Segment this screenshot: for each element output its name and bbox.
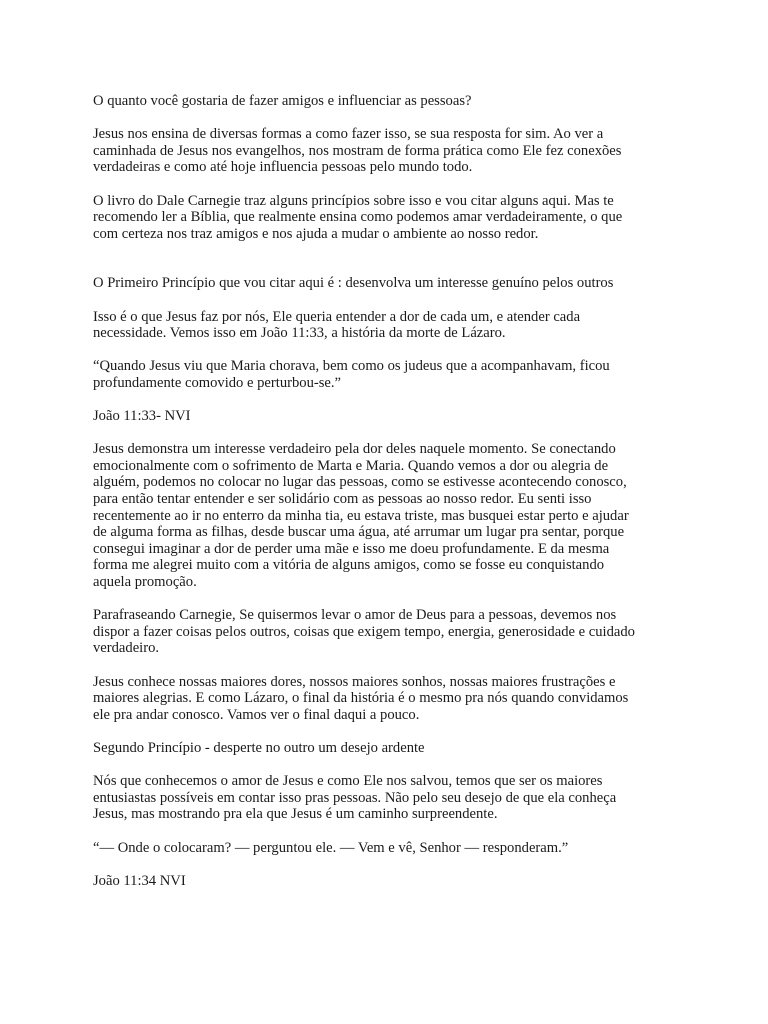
paragraph-jesus-teaches: Jesus nos ensina de diversas formas a como fazer isso, se sua resposta for sim. Ao ver a caminhada de Jesus nos evangelhos, nos mostram de forma prática como Ele fez conexões verdadeiras e como até hoje influencia pessoas pelo mundo todo. [93, 126, 622, 176]
paragraph-genuine-interest: Jesus demonstra um interesse verdadeiro pela dor deles naquele momento. Se conectando emocionalmente com o sofrimento de Marta e Maria. Quando vemos a dor ou alegria de alguém, podemos no colocar no lugar das pessoas, como se estivesse acontecendo conosco, para então tentar entender e ser solidário com as pessoas ao nosso redor. Eu senti isso recentemente ao ir no enterro da minha tia, eu estava triste, mas busquei estar perto e ajudar de alguma forma as filhas, desde buscar uma água, até arrumar um lugar pra sentar, porque consegui imaginar a dor de perder uma mãe e isso me doeu profundamente. E da mesma forma me alegrei muito com a vitória de alguns amigos, como se fosse eu conquistando aquela promoção. [93, 441, 629, 591]
paragraph-enthusiasts: Nós que conhecemos o amor de Jesus e como Ele nos salvou, temos que ser os maiores entusiastas possíveis em contar isso pras pessoas. Não pelo seu desejo de que ela conheça Jesus, mas mostrando pra ela que Jesus é um caminho surpreendente. [93, 773, 617, 823]
paragraph-jesus-does: Isso é o que Jesus faz por nós, Ele queria entender a dor de cada um, e atender cada necessidade. Vemos isso em João 11:33, a história da morte de Lázaro. [93, 308, 581, 342]
paragraph-paraphrasing-carnegie: Parafraseando Carnegie, Se quisermos levar o amor de Deus para a pessoas, devemos nos dispor a fazer coisas pelos outros, coisas que exigem tempo, energia, generosidade e cuidado verdadeiro. [93, 607, 635, 657]
first-principle-heading: O Primeiro Princípio que vou citar aqui é : desenvolva um interesse genuíno pelos outros [93, 275, 614, 292]
intro-question: O quanto você gostaria de fazer amigos e influenciar as pessoas? [93, 93, 472, 109]
document-page [93, 93, 678, 906]
bible-quote-2: “— Onde o colocaram? — perguntou ele. — Vem e vê, Senhor — responderam.” [93, 839, 569, 856]
bible-reference-2: João 11:34 NVI [93, 872, 186, 889]
bible-quote-1: “Quando Jesus viu que Maria chorava, bem como os judeus que a acompanhavam, ficou profundamente comovido e perturbou-se.” [93, 358, 610, 391]
paragraph-jesus-knows: Jesus conhece nossas maiores dores, nossos maiores sonhos, nossas maiores frustrações e maiores alegrias. E como Lázaro, o final da história é o mesmo pra nós quando convidamos ele pra andar conosco. Vamos ver o final daqui a pouco. [93, 673, 629, 723]
bible-reference-1: João 11:33- NVI [93, 408, 191, 425]
second-principle-heading: Segundo Princípio - desperte no outro um desejo ardente [93, 739, 425, 756]
paragraph-carnegie-book: O livro do Dale Carnegie traz alguns princípios sobre isso e vou citar alguns aqui. Mas te recomendo ler a Bíblia, que realmente ensina como podemos amar verdadeiramente, o que com certeza nos traz amigos e nos ajuda a mudar o ambiente ao nosso redor. [93, 192, 623, 242]
